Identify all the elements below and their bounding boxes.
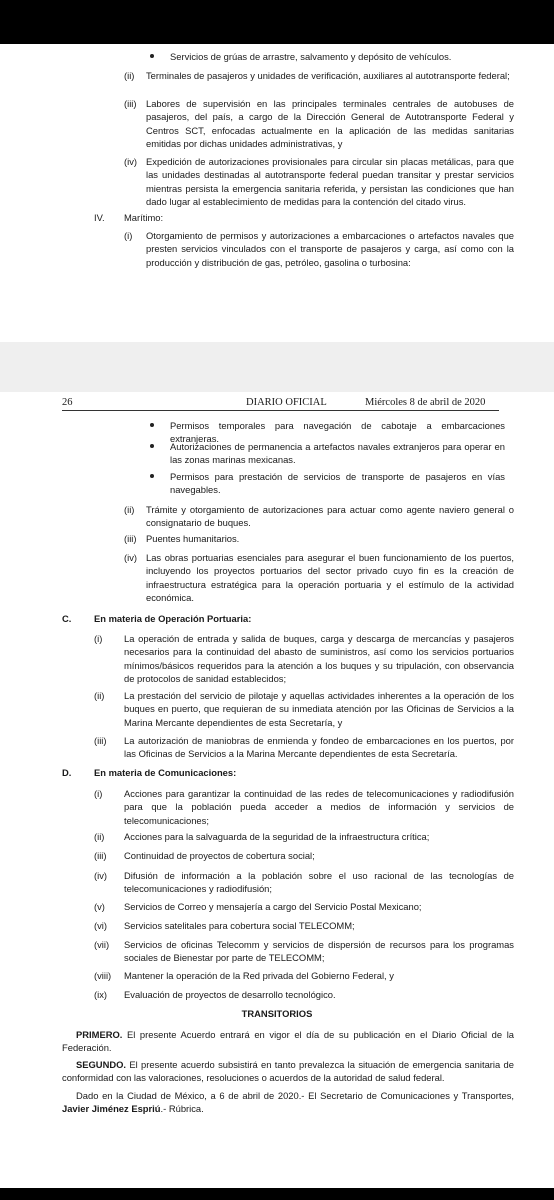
list-marker: (iii) bbox=[94, 735, 107, 746]
list-marker: (vi) bbox=[94, 920, 108, 931]
list-item: Acciones para la salvaguarda de la seguridad de la infraestructura crítica; bbox=[124, 831, 430, 842]
list-marker: (iv) bbox=[94, 870, 108, 881]
section-title: Marítimo: bbox=[124, 212, 164, 223]
list-item: Labores de supervisión en las principales terminales centrales de autobuses de pasajeros, del país, a cargo de la Dirección General de Autotransporte Federal y Centros SCT, enfocadas actualmente en la aplicación de las medidas sanitarias emitidas por dichas unidades administrativas, y bbox=[146, 98, 514, 149]
transitorios-heading: TRANSITORIOS bbox=[241, 1008, 313, 1019]
bullet-marker bbox=[150, 54, 154, 58]
list-marker: (ix) bbox=[94, 989, 108, 1000]
list-item: Mantener la operación de la Red privada del Gobierno Federal, y bbox=[124, 970, 394, 981]
list-marker: (vii) bbox=[94, 939, 110, 950]
list-item: Permisos temporales para navegación de cabotaje a embarcaciones extranjeras. bbox=[170, 420, 505, 445]
segundo-text: El presente acuerdo subsistirá en tanto prevalezca la situación de emergencia sanitaria de conformidad con las valoraciones, resoluciones o acuerdos de la autoridad de salud federal. bbox=[62, 1059, 514, 1084]
primero-label: PRIMERO. bbox=[76, 1029, 123, 1040]
bottom-black-bar bbox=[0, 1188, 554, 1200]
list-item: Terminales de pasajeros y unidades de verificación, auxiliares al autotransporte federal; bbox=[146, 70, 510, 81]
list-marker: (viii) bbox=[94, 970, 112, 981]
dado-paragraph bbox=[62, 1089, 514, 1116]
top-black-bar bbox=[0, 0, 554, 44]
bullet-marker bbox=[150, 474, 154, 478]
list-marker: (ii) bbox=[124, 504, 135, 515]
page-gap bbox=[0, 342, 554, 392]
list-marker: (iii) bbox=[94, 850, 107, 861]
segundo-label: SEGUNDO. bbox=[76, 1059, 127, 1070]
list-item: La autorización de maniobras de enmienda y fondeo de embarcaciones en los puertos, por las Oficinas de Servicios a la Marina Mercante dependientes de esta Secretaría. bbox=[124, 735, 514, 760]
list-item: Servicios de grúas de arrastre, salvamento y depósito de vehículos. bbox=[170, 51, 452, 62]
primero-paragraph bbox=[62, 1028, 514, 1055]
primero-text: El presente Acuerdo entrará en vigor el día de su publicación en el Diario Oficial de la Federación. bbox=[62, 1029, 514, 1054]
section-marker: D. bbox=[62, 767, 72, 778]
signer-name: Javier Jiménez Espriú bbox=[62, 1103, 161, 1115]
list-item: Servicios satelitales para cobertura social TELECOMM; bbox=[124, 920, 355, 931]
list-item: Continuidad de proyectos de cobertura social; bbox=[124, 850, 315, 861]
list-marker: (i) bbox=[94, 788, 103, 799]
publication-date: Miércoles 8 de abril de 2020 bbox=[365, 397, 486, 408]
list-marker: (ii) bbox=[94, 690, 105, 701]
publication-title: DIARIO OFICIAL bbox=[246, 397, 327, 408]
page-number: 26 bbox=[62, 397, 73, 408]
list-marker: (i) bbox=[124, 230, 133, 241]
dado-text: Dado en la Ciudad de México, a 6 de abril de 2020.- El Secretario de Comunicaciones y Transportes, bbox=[76, 1090, 514, 1101]
list-item: Acciones para garantizar la continuidad de las redes de telecomunicaciones y radiodifusión para que la población pueda acceder a medios de información y servicios de telecomunicaciones; bbox=[124, 788, 514, 826]
list-item: Puentes humanitarios. bbox=[146, 533, 240, 544]
list-marker: (ii) bbox=[124, 70, 135, 81]
list-marker: (v) bbox=[94, 901, 105, 912]
bullet-marker bbox=[150, 423, 154, 427]
list-item: Otorgamiento de permisos y autorizaciones a embarcaciones o artefactos navales que presten servicios vinculados con el transporte de pasajeros y carga, así como con la producción y distribución de gas, petróleo, gasolina o turbosina: bbox=[146, 230, 514, 268]
list-item: La operación de entrada y salida de buques, carga y descarga de mercancías y pasajeros necesarios para la continuidad del abasto de suministros, así como los servicios portuarios mínimos/básicos requeridos para la atención a los buques y su tripulación, con observancia de protocolos de sanidad establecidos; bbox=[124, 633, 514, 684]
list-marker: (iii) bbox=[124, 533, 137, 544]
list-item: Difusión de información a la población sobre el uso racional de las tecnologías de telecomunicaciones y radiodifusión; bbox=[124, 870, 514, 895]
list-item: Evaluación de proyectos de desarrollo tecnológico. bbox=[124, 989, 336, 1000]
list-item: Expedición de autorizaciones provisionales para circular sin placas metálicas, para que las unidades destinadas al autotransporte federal puedan transitar y prestar servicios mientras persista la emergencia sanitaria referida, y persistan las condiciones que han dado lugar al establecimiento de medidas para la contención del citado virus. bbox=[146, 156, 514, 207]
section-title: En materia de Operación Portuaria: bbox=[94, 613, 252, 624]
document-page-26 bbox=[0, 392, 554, 1188]
section-marker: IV. bbox=[94, 212, 105, 223]
list-marker: (iv) bbox=[124, 552, 138, 563]
segundo-paragraph bbox=[62, 1058, 514, 1085]
section-title: En materia de Comunicaciones: bbox=[94, 767, 237, 778]
list-marker: (i) bbox=[94, 633, 103, 644]
list-marker: (iv) bbox=[124, 156, 138, 167]
list-item: La prestación del servicio de pilotaje y aquellas actividades inherentes a la operación de los buques en puerto, que requieran de su inmediata atención por las Oficinas de Servicios a la Marina Mercante dependientes de esta Secretaría, y bbox=[124, 690, 514, 728]
list-marker: (iii) bbox=[124, 98, 137, 109]
list-marker: (ii) bbox=[94, 831, 105, 842]
bullet-marker bbox=[150, 444, 154, 448]
list-item: Las obras portuarias esenciales para asegurar el buen funcionamiento de los puertos, incluyendo los proyectos portuarios del sector privado cuyo fin es la creación de infraestructura estratégica para la operación portuaria y el estímulo de la actividad económica. bbox=[146, 552, 514, 603]
signer-suffix: .- Rúbrica. bbox=[160, 1103, 204, 1115]
document-page-previous bbox=[0, 44, 554, 342]
list-item: Autorizaciones de permanencia a artefactos navales extranjeros para operar en las zonas marinas mexicanas. bbox=[170, 441, 505, 466]
list-item: Servicios de Correo y mensajería a cargo del Servicio Postal Mexicano; bbox=[124, 901, 422, 912]
section-marker: C. bbox=[62, 613, 72, 624]
list-item: Permisos para prestación de servicios de transporte de pasajeros en vías navegables. bbox=[170, 471, 505, 496]
list-item: Servicios de oficinas Telecomm y servicios de dispersión de recursos para los programas sociales de Bienestar por parte de TELECOMM; bbox=[124, 939, 514, 964]
header-rule bbox=[62, 410, 499, 411]
list-item: Trámite y otorgamiento de autorizaciones para actuar como agente naviero general o consignatario de buques. bbox=[146, 504, 514, 529]
